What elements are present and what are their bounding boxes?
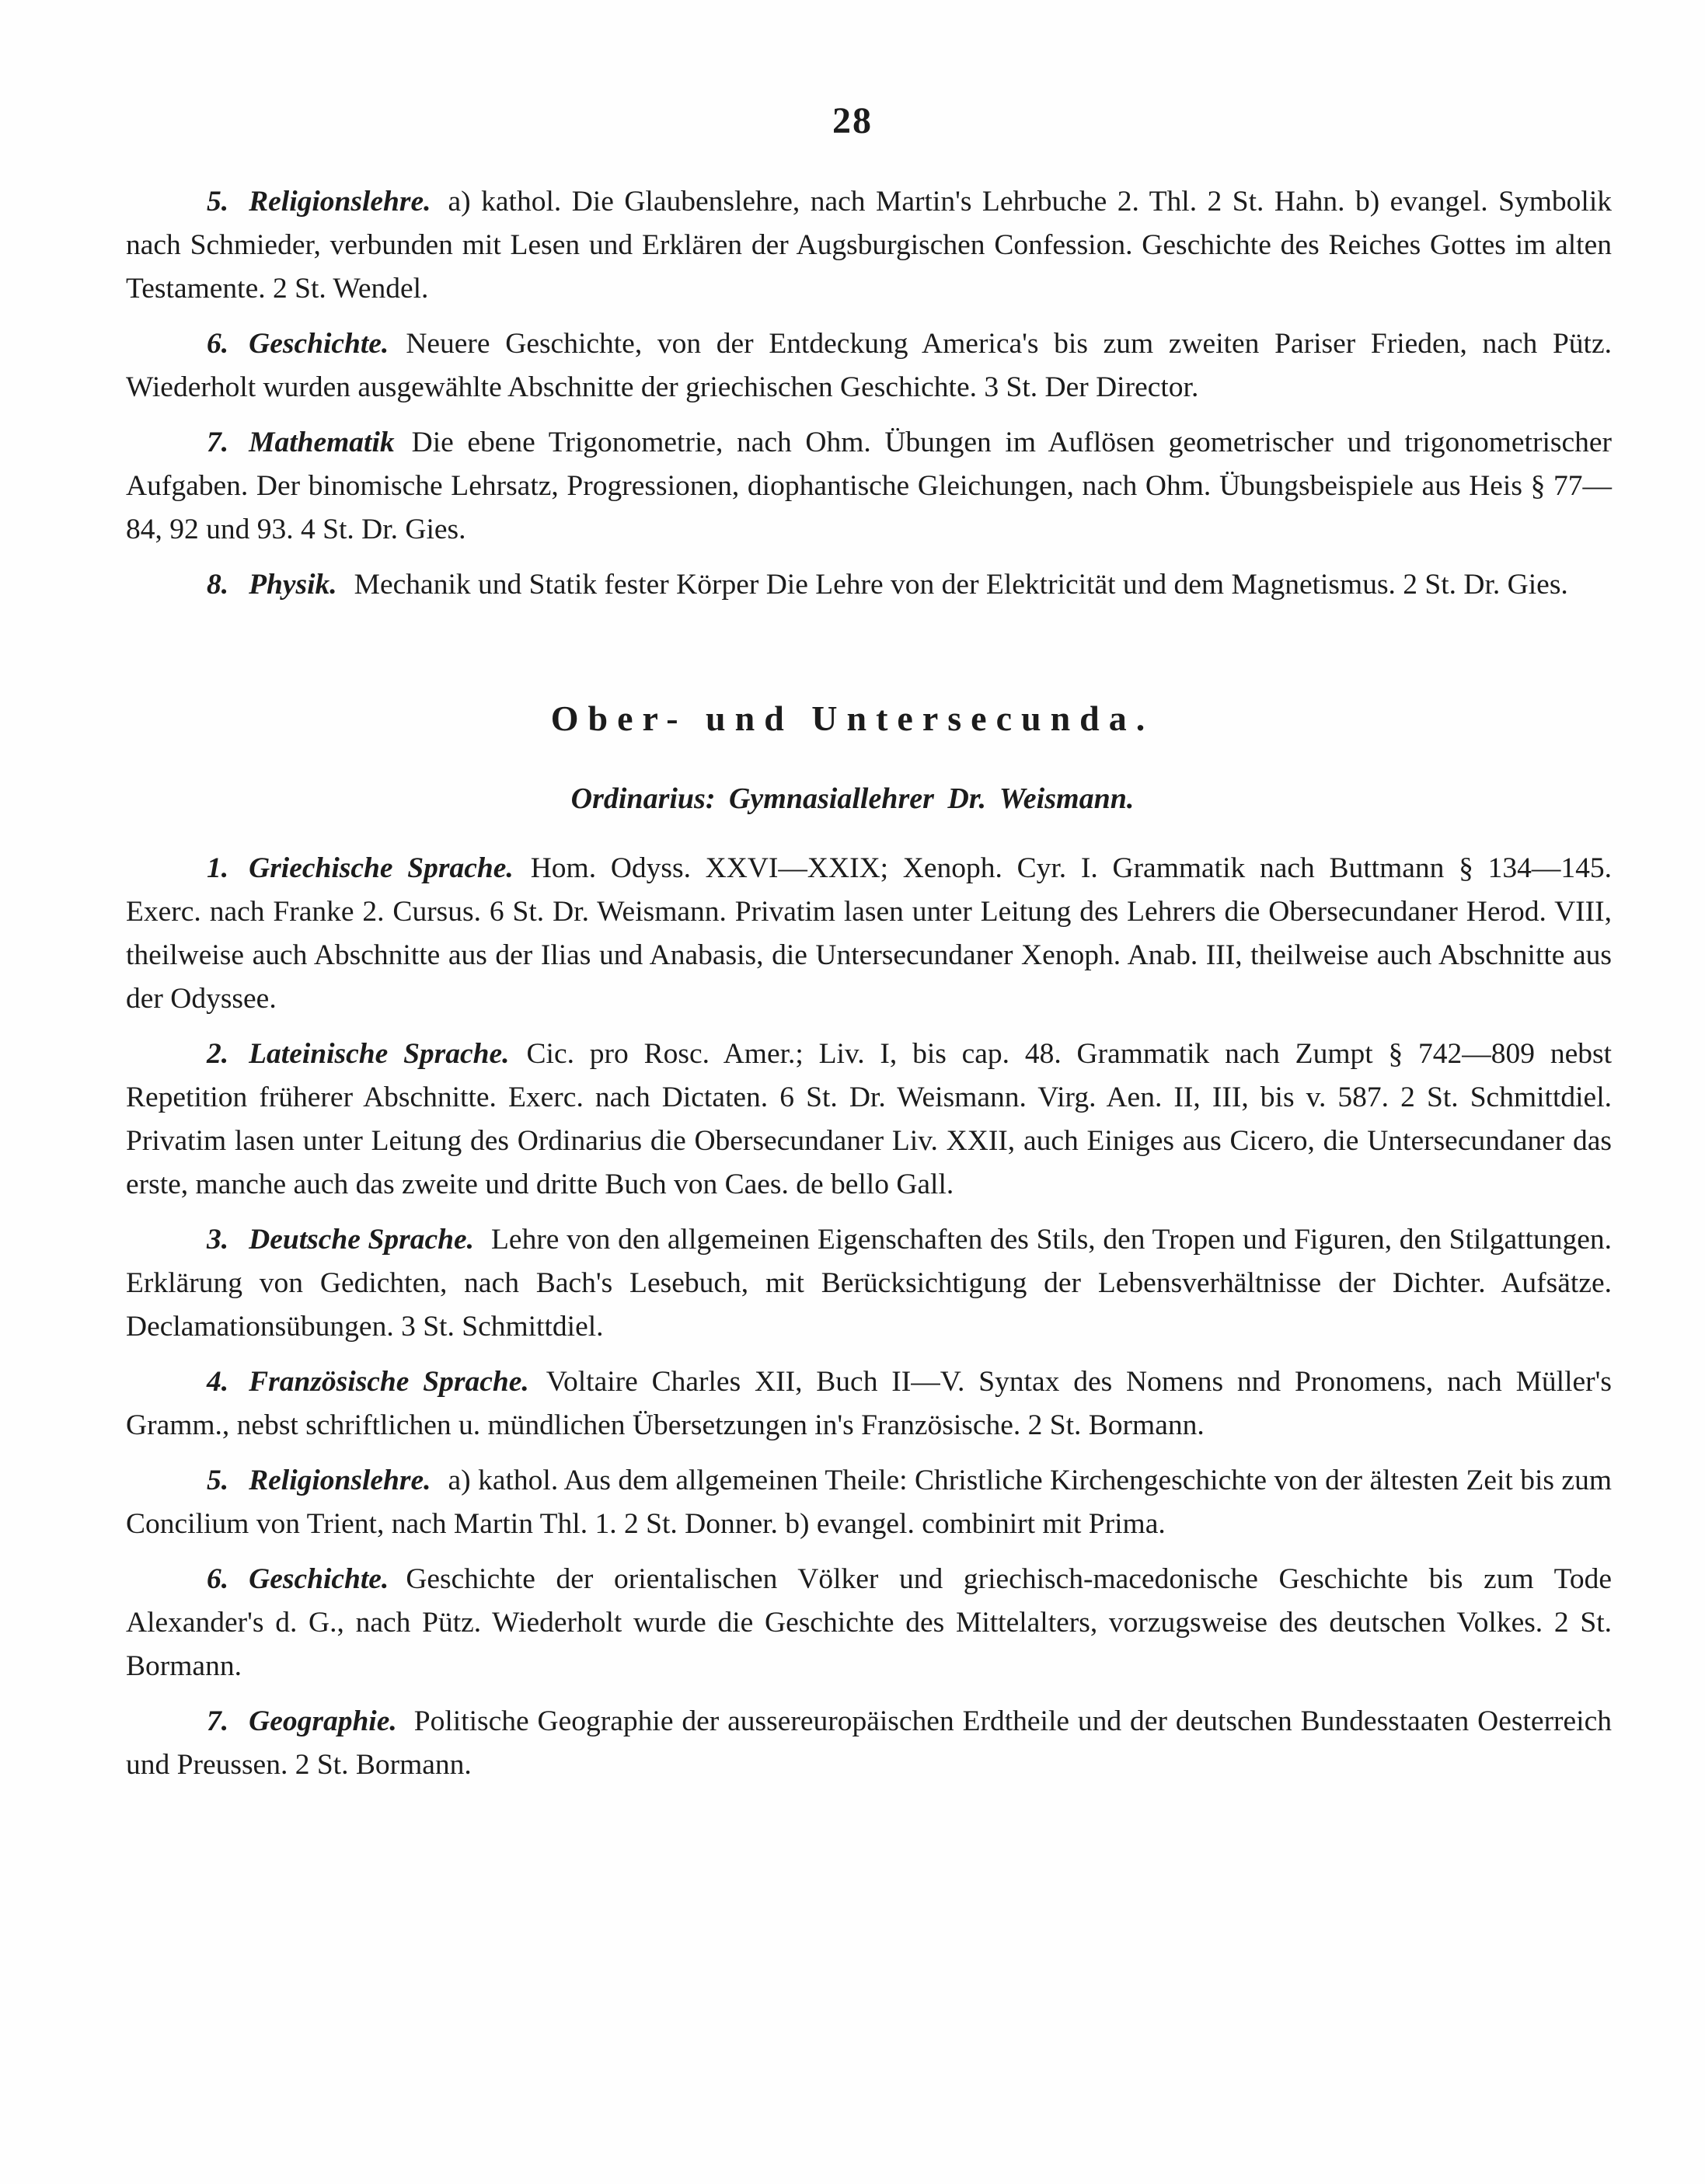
item-number: 7. bbox=[207, 1705, 229, 1737]
item-number: 6. bbox=[207, 1563, 229, 1595]
subject-heading: Griechische Sprache. bbox=[249, 852, 514, 884]
item-text: Politische Geographie der aussereuropäischen Erdtheile und der deutschen Bundesstaaten Oesterreich und Preussen. 2 St. Bormann. bbox=[126, 1705, 1612, 1781]
list-item bbox=[126, 1218, 1612, 1349]
item-number: 6. bbox=[207, 328, 229, 360]
list-item bbox=[126, 1700, 1612, 1787]
lower-section bbox=[126, 847, 1612, 1787]
subject-heading: Lateinische Sprache. bbox=[249, 1038, 510, 1070]
subject-heading: Religionslehre. bbox=[249, 186, 431, 218]
page-number: 28 bbox=[832, 100, 873, 141]
list-item bbox=[126, 1033, 1612, 1207]
item-number: 8. bbox=[207, 569, 229, 601]
list-item bbox=[126, 563, 1612, 607]
subject-heading: Geschichte. bbox=[249, 1563, 389, 1595]
section-subtitle: Ordinarius: Gymnasiallehrer Dr. Weismann. bbox=[570, 782, 1135, 815]
item-number: 1. bbox=[207, 852, 229, 884]
subject-heading: Geographie. bbox=[249, 1705, 397, 1737]
item-text: Geschichte der orientalischen Völker und griechisch-macedonische Geschichte bis zum Tode Alexander's d. G., nach Pütz. Wiederholt wurde die Geschichte des Mittelalters, vorzugsweise des deutschen Volkes. 2 St. Bormann. bbox=[126, 1563, 1612, 1682]
subject-heading: Geschichte. bbox=[249, 328, 389, 360]
item-text: Voltaire Charles XII, Buch II—V. Syntax des Nomens nnd Pronomens, nach Müller's Gramm., nebst schriftlichen u. mündlichen Übersetzungen in's Französische. 2 St. Bormann. bbox=[126, 1366, 1612, 1441]
list-item bbox=[126, 1360, 1612, 1447]
subject-heading: Physik. bbox=[249, 569, 337, 601]
item-text: Cic. pro Rosc. Amer.; Liv. I, bis cap. 48. Grammatik nach Zumpt § 742—809 nebst Repetition früherer Abschnitte. Exerc. nach Dictaten. 6 St. Dr. Weismann. Virg. Aen. II, III, bis v. 587. 2 St. Schmittdiel. Privatim lasen unter Leitung des Ordinarius die Obersecundaner Liv. XXII, auch Einiges aus Cicero, die Untersecundaner das erste, manche auch das zweite und dritte Buch von Caes. de bello Gall. bbox=[126, 1038, 1612, 1200]
list-item bbox=[126, 180, 1612, 311]
item-number: 4. bbox=[207, 1366, 229, 1398]
item-number: 3. bbox=[207, 1224, 229, 1256]
list-item bbox=[126, 421, 1612, 552]
item-text: Die ebene Trigonometrie, nach Ohm. Übungen im Auflösen geometrischer und trigonometrischer Aufgaben. Der binomische Lehrsatz, Progressionen, diophantische Gleichungen, nach Ohm. Übungsbeispiele aus Heis § 77—84, 92 und 93. 4 St. Dr. Gies. bbox=[126, 427, 1612, 545]
item-number: 5. bbox=[207, 186, 229, 218]
item-text: Lehre von den allgemeinen Eigenschaften des Stils, den Tropen und Figuren, den Stilgattungen. Erklärung von Gedichten, nach Bach's Lesebuch, mit Berücksichtigung der Lebensverhältnisse der Dichter. Aufsätze. Declamationsübungen. 3 St. Schmittdiel. bbox=[126, 1224, 1612, 1343]
item-text: Mechanik und Statik fester Körper Die Lehre von der Elektricität und dem Magnetismus. 2 St. Dr. Gies. bbox=[354, 569, 1568, 601]
list-item bbox=[126, 1459, 1612, 1546]
upper-section bbox=[126, 180, 1612, 607]
subject-heading: Deutsche Sprache. bbox=[249, 1224, 475, 1256]
subject-heading: Mathematik bbox=[249, 427, 395, 458]
item-text: Neuere Geschichte, von der Entdeckung America's bis zum zweiten Pariser Frieden, nach Pütz. Wiederholt wurden ausgewählte Abschnitte der griechischen Geschichte. 3 St. Der Director. bbox=[126, 328, 1612, 403]
list-item bbox=[126, 1558, 1612, 1688]
item-number: 2. bbox=[207, 1038, 229, 1070]
item-number: 7. bbox=[207, 427, 229, 458]
subject-heading: Religionslehre. bbox=[249, 1465, 431, 1496]
list-item bbox=[126, 847, 1612, 1021]
subject-heading: Französische Sprache. bbox=[249, 1366, 529, 1398]
item-number: 5. bbox=[207, 1465, 229, 1496]
item-text: a) kathol. Die Glaubenslehre, nach Martin's Lehrbuche 2. Thl. 2 St. Hahn. b) evangel. Symbolik nach Schmieder, verbunden mit Lesen und Erklären der Augsburgischen Confession. Geschichte des Reiches Gottes im alten Testamente. 2 St. Wendel. bbox=[126, 186, 1612, 305]
list-item bbox=[126, 322, 1612, 409]
item-text: Hom. Odyss. XXVI—XXIX; Xenoph. Cyr. I. Grammatik nach Buttmann § 134—145. Exerc. nach Franke 2. Cursus. 6 St. Dr. Weismann. Privatim lasen unter Leitung des Lehrers die Obersecundaner Herod. VIII, theilweise auch Abschnitte aus der Ilias und Anabasis, die Untersecundaner Xenoph. Anab. III, theilweise auch Abschnitte aus der Odyssee. bbox=[126, 852, 1612, 1015]
section-title: Ober- und Untersecunda. bbox=[550, 698, 1155, 738]
item-text: a) kathol. Aus dem allgemeinen Theile: Christliche Kirchengeschichte von der ältesten Zeit bis zum Concilium von Trient, nach Martin Thl. 1. 2 St. Donner. b) evangel. combinirt mit Prima. bbox=[126, 1465, 1612, 1540]
